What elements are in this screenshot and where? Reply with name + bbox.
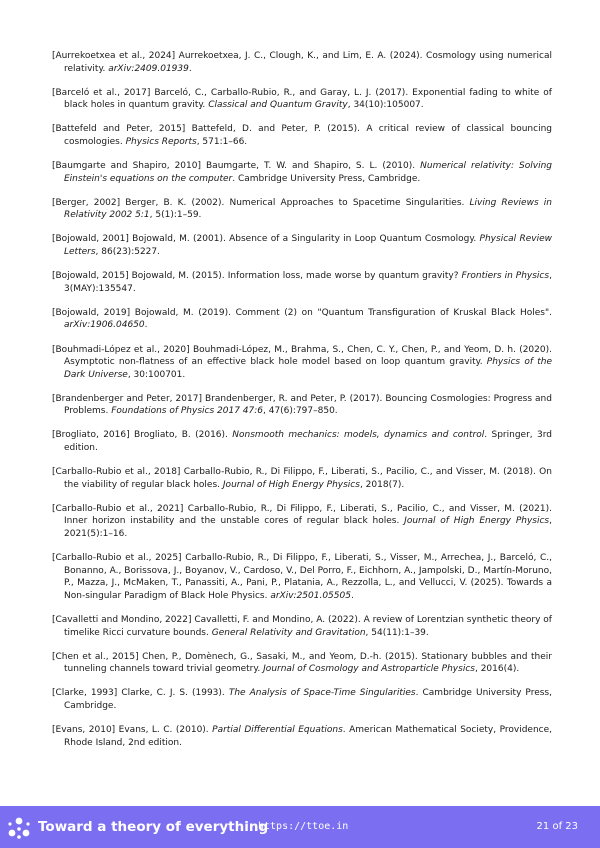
- reference-item: [52, 344, 552, 382]
- reference-venue: Frontiers in Physics: [461, 271, 550, 282]
- reference-key: [Carballo-Rubio et al., 2025]: [52, 553, 182, 564]
- reference-key: [Carballo-Rubio et al., 2018]: [52, 467, 181, 478]
- reference-authors: Aurrekoetxea, J. C., Clough, K., and Lim, E. A. (2024).: [178, 51, 423, 61]
- reference-title: Information loss, made worse by quantum gravity?: [227, 271, 459, 282]
- reference-item: [52, 87, 552, 112]
- reference-title: Cosmology using numerical relativity.: [64, 51, 552, 74]
- reference-authors: Bouhmadi-López, M., Brahma, S., Chen, C. Y., Chen, P., and Yeom, D. h. (2020).: [192, 344, 552, 355]
- reference-authors: Carballo-Rubio, R., Di Filippo, F., Liberati, S., Visser, M., Arrechea, J., Barceló, C., Bonanno, A., Borissova, J., Boyanov, V., Cardoso, V., Del Porro, F., Eichhorn, A., Jampolski, D., Martín-Moruno, P., Mazza, J., McMaken, T., Panassiti, A., Pani, P., Platania, A., Rezzolla, L., and Vellucci, V. (2025).: [64, 553, 552, 589]
- reference-authors: Battefeld, D. and Peter, P. (2015).: [191, 124, 360, 135]
- reference-details: . Cambridge University Press, Cambridge.: [64, 688, 552, 711]
- reference-title: Exponential fading to white of black holes in quantum gravity.: [64, 87, 552, 111]
- reference-item: [52, 197, 552, 222]
- reference-key: [Battefeld and Peter, 2015]: [52, 124, 186, 135]
- reference-venue: Classical and Quantum Gravity: [208, 100, 348, 111]
- footer-bar: [0, 806, 600, 848]
- reference-title: Inner horizon instability and the unstable cores of regular black holes.: [64, 516, 400, 527]
- reference-key: [Baumgarte and Shapiro, 2010]: [52, 161, 201, 172]
- reference-key: [Berger, 2002]: [52, 197, 121, 208]
- reference-venue: Foundations of Physics 2017 47:6: [111, 406, 263, 417]
- reference-details: , 34(10):105007.: [347, 100, 424, 111]
- reference-details: , 30:100701.: [127, 369, 186, 380]
- reference-venue: Numerical relativity: Solving Einstein's equations on the computer: [64, 161, 552, 184]
- reference-item: [52, 393, 552, 418]
- reference-title: A review of Lorentzian synthetic theory of timelike Ricci curvature bounds.: [64, 615, 552, 638]
- reference-item: [52, 233, 552, 258]
- reference-title: Numerical Approaches to Spacetime Singularities.: [229, 197, 465, 208]
- reference-key: [Bojowald, 2015]: [52, 271, 129, 282]
- reference-details: , 2018(7).: [359, 479, 405, 490]
- reference-key: [Evans, 2010]: [52, 725, 116, 736]
- reference-details: , 2016(4).: [474, 664, 520, 675]
- reference-authors: Baumgarte, T. W. and Shapiro, S. L. (2010).: [206, 161, 416, 172]
- reference-key: [Cavalletti and Mondino, 2022]: [52, 615, 192, 625]
- reference-venue: General Relativity and Gravitation: [211, 627, 366, 638]
- reference-item: [52, 724, 552, 749]
- reference-item: [52, 651, 552, 676]
- reference-venue: Journal of High Energy Physics: [222, 479, 360, 490]
- reference-authors: Bojowald, M. (2015).: [131, 271, 225, 282]
- reference-key: [Clarke, 1993]: [52, 688, 118, 699]
- reference-details: , 5(1):1–59.: [149, 210, 202, 221]
- reference-title: Comment (2) on "Quantum Transfiguration of Kruskal Black Holes".: [235, 307, 552, 318]
- reference-authors: Brandenberger, R. and Peter, P. (2017).: [204, 393, 383, 404]
- reference-details: , 54(11):1–39.: [365, 627, 429, 638]
- reference-venue: Nonsmooth mechanics: models, dynamics and control: [232, 430, 485, 441]
- reference-authors: Berger, B. K. (2002).: [125, 197, 225, 208]
- reference-venue: Living Reviews in Relativity 2002 5:1: [64, 197, 552, 221]
- reference-key: [Chen et al., 2015]: [52, 651, 139, 662]
- reference-venue: Physics of the Dark Universe: [64, 357, 552, 380]
- reference-key: [Bojowald, 2001]: [52, 234, 129, 245]
- reference-key: [Carballo-Rubio et al., 2021]: [52, 503, 184, 514]
- reference-item: [52, 552, 552, 602]
- reference-authors: Barceló, C., Carballo-Rubio, R., and Garay, L. J. (2017).: [154, 87, 409, 98]
- reference-item: [52, 429, 552, 454]
- reference-details: , 3(MAY):135547.: [64, 271, 552, 294]
- reference-venue: Journal of Cosmology and Astroparticle Physics: [263, 664, 475, 675]
- reference-title: Bouncing Cosmologies: Progress and Problems.: [64, 393, 552, 417]
- reference-title: Stationary bubbles and their tunneling channels toward trivial geometry.: [64, 651, 552, 675]
- reference-details: .: [350, 590, 354, 601]
- reference-authors: Carballo-Rubio, R., Di Filippo, F., Liberati, S., Pacilio, C., and Visser, M. (2018).: [183, 467, 536, 478]
- reference-key: [Brogliato, 2016]: [52, 430, 130, 441]
- reference-authors: Chen, P., Domènech, G., Sasaki, M., and Yeom, D.-h. (2015).: [142, 651, 418, 662]
- reference-key: [Bojowald, 2019]: [52, 307, 131, 318]
- reference-item: [52, 160, 552, 185]
- reference-details: . American Mathematical Society, Providence, Rhode Island, 2nd edition.: [64, 725, 552, 748]
- reference-key: [Barceló et al., 2017]: [52, 87, 151, 98]
- reference-item: [52, 123, 552, 148]
- reference-item: [52, 614, 552, 639]
- reference-details: .: [144, 320, 148, 331]
- reference-list: [52, 50, 552, 761]
- reference-venue: Physics Reports: [125, 136, 197, 147]
- reference-authors: Cavalletti, F. and Mondino, A. (2022).: [194, 615, 361, 625]
- reference-venue: arXiv:1906.04650: [64, 320, 145, 331]
- reference-item: [52, 270, 552, 295]
- reference-title: Asymptotic non-flatness of an effective black hole model based on loop quantum gravity.: [64, 357, 483, 368]
- reference-authors: Evans, L. C. (2010).: [118, 725, 209, 736]
- page-number: 21 of 23: [536, 821, 578, 832]
- reference-details: , 47(6):797–850.: [263, 406, 338, 417]
- reference-venue: The Analysis of Space-Time Singularities: [228, 688, 416, 699]
- reference-details: , 86(23):5227.: [95, 247, 160, 258]
- reference-venue: arXiv:2409.01939: [108, 63, 189, 74]
- reference-details: , 571:1–66.: [196, 136, 248, 147]
- reference-key: [Aurrekoetxea et al., 2024]: [52, 51, 176, 61]
- reference-authors: Clarke, C. J. S. (1993).: [121, 688, 225, 699]
- reference-details: , 2021(5):1–16.: [64, 516, 552, 540]
- reference-item: [52, 466, 552, 491]
- reference-authors: Carballo-Rubio, R., Di Filippo, F., Liberati, S., Pacilio, C., and Visser, M. (2021).: [187, 503, 552, 514]
- reference-venue: Partial Differential Equations: [212, 725, 343, 736]
- reference-venue: Journal of High Energy Physics: [404, 516, 550, 527]
- reference-venue: Physical Review Letters: [64, 234, 552, 258]
- reference-title: Absence of a Singularity in Loop Quantum Cosmology.: [229, 234, 477, 245]
- reference-authors: Bojowald, M. (2019).: [134, 307, 232, 318]
- reference-authors: Brogliato, B. (2016).: [134, 430, 228, 441]
- reference-key: [Bouhmadi-López et al., 2020]: [52, 344, 190, 355]
- dots-logo-icon: [6, 815, 32, 841]
- reference-title: Towards a Non-singular Paradigm of Black Hole Physics.: [64, 578, 552, 601]
- reference-venue: arXiv:2501.05505: [270, 590, 351, 601]
- site-url-link[interactable]: https://ttoe.in: [258, 821, 349, 832]
- reference-authors: Bojowald, M. (2001).: [132, 234, 226, 245]
- reference-key: [Brandenberger and Peter, 2017]: [52, 393, 202, 404]
- reference-title: A critical review of classical bouncing cosmologies.: [64, 124, 552, 147]
- reference-item: [52, 503, 552, 541]
- reference-details: . Cambridge University Press, Cambridge.: [232, 173, 421, 184]
- reference-details: .: [188, 63, 192, 74]
- reference-item: [52, 307, 552, 332]
- brand-title: Toward a theory of everything: [38, 819, 269, 835]
- reference-item: [52, 687, 552, 712]
- reference-item: [52, 50, 552, 75]
- reference-details: . Springer, 3rd edition.: [64, 430, 552, 454]
- reference-title: On the viability of regular black holes.: [64, 467, 552, 490]
